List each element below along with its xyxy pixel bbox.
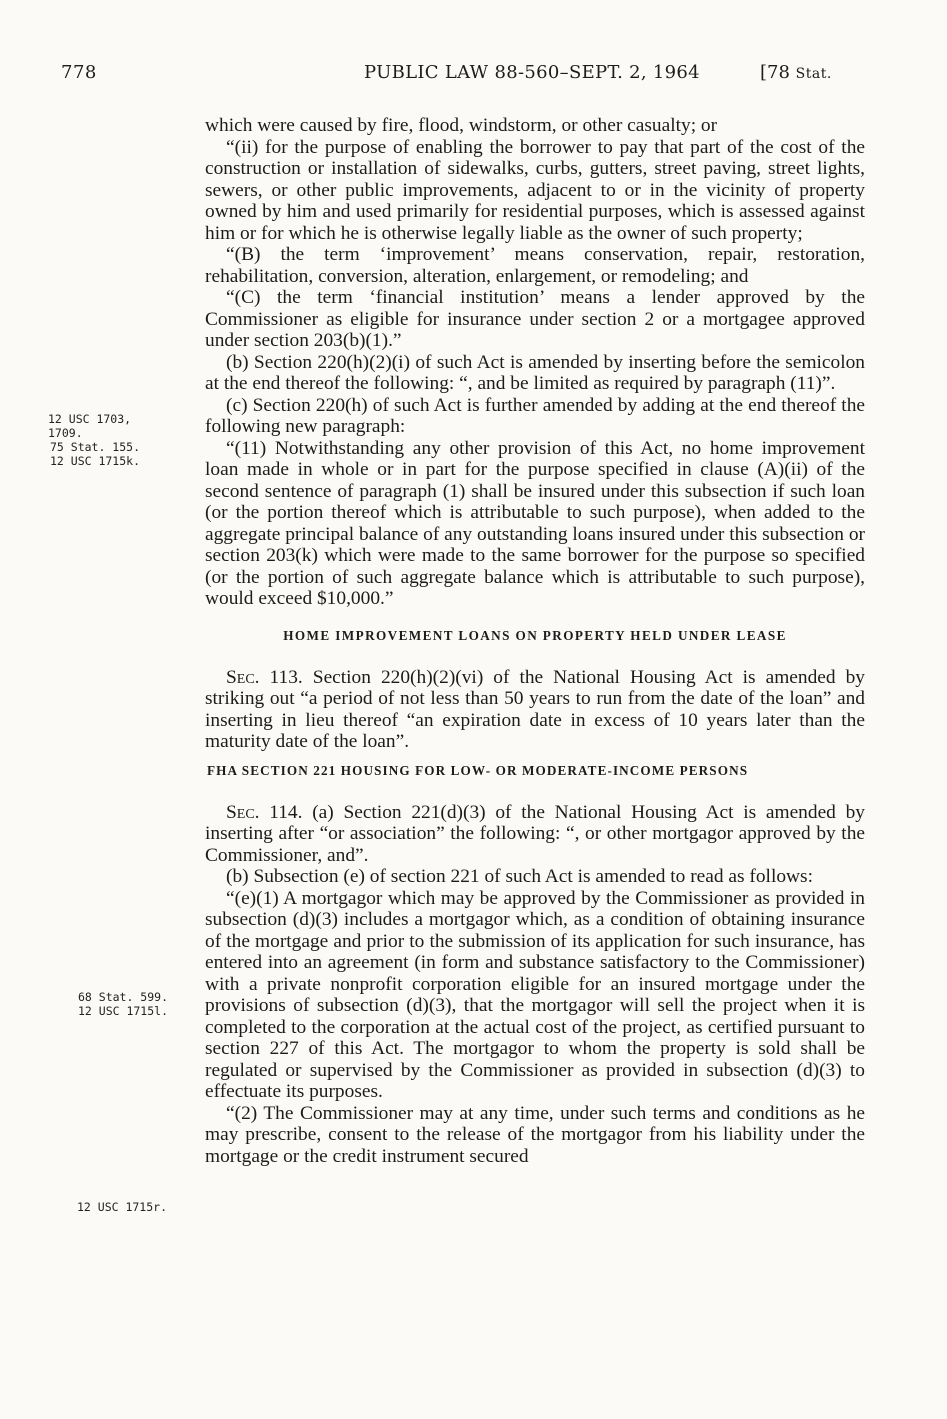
paragraph-sec-114: [205, 802, 865, 867]
paragraph: “(B) the term ‘improvement’ means conservation, repair, restoration, rehabilitation, conversion, alteration, enlargement, or remodeling; and: [205, 244, 865, 287]
section-heading: HOME IMPROVEMENT LOANS ON PROPERTY HELD UNDER LEASE: [283, 627, 787, 643]
margin-note: 12 USC 1703, 1709.: [48, 412, 132, 440]
volume-reference: [760, 62, 832, 83]
margin-note: 12 USC 1715r.: [77, 1200, 168, 1214]
paragraph: “(C) the term ‘financial institution’ means a lender approved by the Commissioner as eligible for insurance under section 2 or a mortgagee approved under section 203(b)(1).”: [205, 287, 865, 351]
running-title: PUBLIC LAW 88-560–SEPT. 2, 1964: [364, 62, 700, 83]
body-text: [205, 115, 865, 1167]
section-text: (a) Section 221(d)(3) of the National Housing Act is amended by inserting after “or association” the following: “, or other mortgagor approved by the Commissioner, and”.: [205, 801, 865, 866]
section-label: Sec. 113.: [226, 666, 303, 688]
page-number: 778: [61, 62, 97, 83]
paragraph: (b) Subsection (e) of section 221 of such Act is amended to read as follows:: [226, 866, 813, 887]
paragraph: “(11) Notwithstanding any other provision of this Act, no home improvement loan made in whole or in part for the purpose specified in clause (A)(ii) of the second sentence of paragraph (1) shall be insured under this subsection if such loan (or the portion thereof which is attributable to such purpose), when added to the aggregate principal balance of any outstanding loans insured under this subsection or section 203(k) which were made to the same borrower for the purpose so specified (or the portion of such aggregate balance which is attributable to such purpose), would exceed $10,000.”: [205, 437, 865, 609]
paragraph: (b) Section 220(h)(2)(i) of such Act is amended by inserting before the semicolon at the end thereof the following: “, and be limited as required by paragraph (11)”.: [205, 351, 865, 394]
paragraph-sec-113: [205, 667, 865, 753]
margin-note: 68 Stat. 599. 12 USC 1715l.: [78, 990, 169, 1018]
paragraph: “(ii) for the purpose of enabling the borrower to pay that part of the cost of the construction or installation of sidewalks, curbs, gutters, street paving, street lights, sewers, or other public improvements, adjacent to or in the vicinity of property owned by him and used primarily for residential purposes, which is assessed against him or for which he is otherwise legally liable as the owner of such property;: [205, 136, 865, 244]
page-header: [0, 62, 947, 92]
volume-stat-label: Stat.: [795, 66, 832, 82]
paragraph: “(e)(1) A mortgagor which may be approved by the Commissioner as provided in subsection (d)(3) includes a mortgagor which, as a condition of obtaining insurance of the mortgage and prior to the submission of its application for such insurance, has entered into an agreement (in form and substance satisfactory to the Commissioner) with a private nonprofit corporation eligible for an insured mortgage under the provisions of subsection (d)(3), that the mortgagor will sell the project when it is completed to the corporation at the actual cost of the project, as certified pursuant to section 227 of this Act. The mortgagor to whom the property is sold shall be regulated or supervised by the Commissioner as provided in subsection (d)(3) to effectuate its purposes.: [205, 887, 865, 1102]
section-heading: FHA SECTION 221 HOUSING FOR LOW- OR MODERATE-INCOME PERSONS: [207, 762, 749, 778]
paragraph: “(2) The Commissioner may at any time, under such terms and conditions as he may prescribe, consent to the release of the mortgagor from his liability under the mortgage or the credit instrument secured: [205, 1102, 865, 1167]
paragraph: (c) Section 220(h) of such Act is further amended by adding at the end thereof the following new paragraph:: [205, 394, 865, 437]
section-label: Sec. 114.: [226, 801, 303, 823]
volume-number: [78: [760, 62, 796, 83]
margin-note: 75 Stat. 155. 12 USC 1715k.: [50, 440, 141, 468]
section-text: Section 220(h)(2)(vi) of the National Housing Act is amended by striking out “a period of not less than 50 years to run from the date of the loan” and inserting in lieu thereof “an expiration date in excess of 10 years later than the maturity date of the loan”.: [205, 666, 865, 752]
paragraph: which were caused by fire, flood, windstorm, or other casualty; or: [205, 115, 718, 136]
